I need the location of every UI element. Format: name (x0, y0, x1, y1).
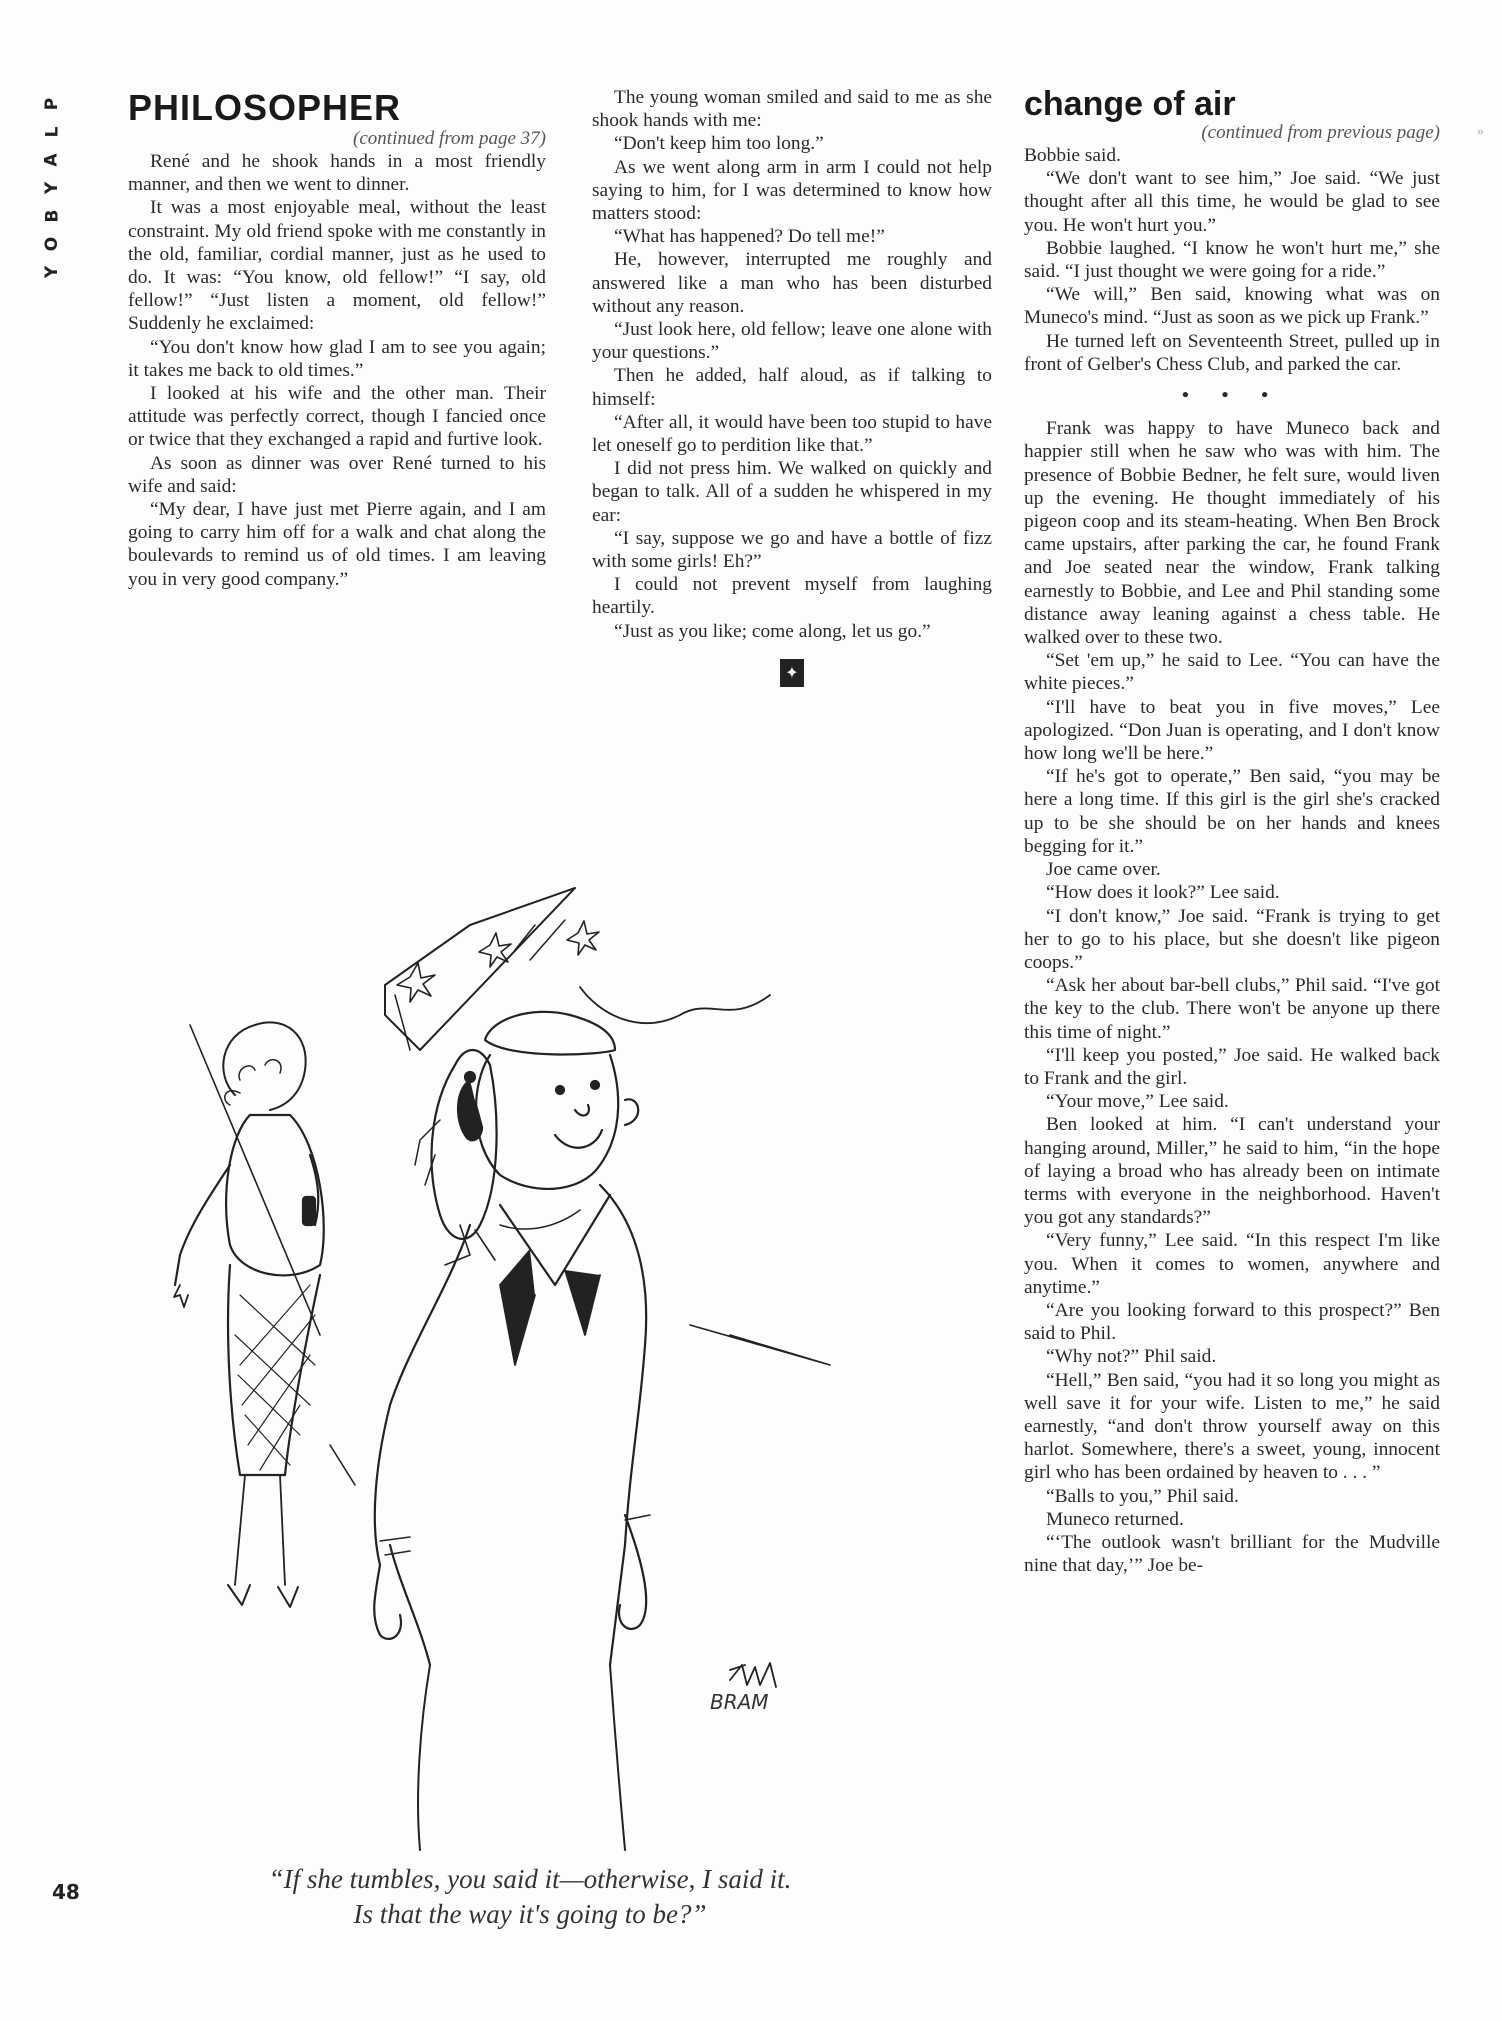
philosopher-paragraph: “Just as you like; come along, let us go.” (614, 620, 931, 642)
change-of-air-column (1024, 86, 1440, 1577)
change-of-air-paragraph: Bobbie laughed. “I know he won't hurt me,” she said. “I just thought we were going for a ride.” (1024, 237, 1440, 283)
change-of-air-paragraph: “Set 'em up,” he said to Lee. “You can have the white pieces.” (1024, 650, 1440, 695)
change-of-air-paragraph: “Why not?” Phil said. (1046, 1346, 1217, 1368)
change-of-air-paragraph: “Ask her about bar-bell clubs,” Phil said. “I've got the key to the club. There won't be anyone up there this time of night.” (1024, 975, 1440, 1043)
change-of-air-paragraph: “How does it look?” Lee said. (1046, 882, 1280, 904)
section-separator: • • • (1181, 385, 1283, 407)
cartoon-caption (150, 1862, 910, 1932)
change-of-air-paragraph: “Very funny,” Lee said. “In this respect I'm like you. When it comes to women, anywhere and anytime.” (1024, 1230, 1440, 1298)
magazine-title-letter: A (41, 153, 62, 167)
magazine-title-letter: L (42, 126, 62, 138)
philosopher-paragraph: René and he shook hands in a most friendly manner, and then we went to dinner. (128, 151, 546, 196)
change-of-air-heading: change of air (1024, 85, 1236, 123)
change-of-air-paragraph: “I'll have to beat you in five moves,” Lee apologized. “Don Juan is operating, and I don't know how long we'll be here.” (1024, 696, 1440, 765)
magazine-title-letter: Y (42, 265, 62, 279)
change-of-air-paragraph: “I'll keep you posted,” Joe said. He walked back to Frank and the girl. (1024, 1044, 1440, 1089)
page-number: 48 (52, 1880, 80, 1904)
philosopher-paragraph: “Don't keep him too long.” (614, 133, 824, 155)
cartoonist-signature: BRAM (710, 1690, 769, 1714)
philosopher-continued-note: (continued from page 37) (353, 128, 546, 149)
change-of-air-continued-note: (continued from previous page) (1201, 122, 1440, 143)
magazine-title-letter: O (41, 236, 62, 252)
philosopher-paragraph: Then he added, half aloud, as if talking to himself: (592, 365, 992, 410)
philosopher-column-1 (128, 88, 546, 591)
caption-line-1: “If she tumbles, you said it—otherwise, I said it. (268, 1864, 792, 1894)
change-of-air-paragraph: Frank was happy to have Muneco back and happier still when he saw who was with him. The presence of Bobbie Bedner, he felt sure, would liven up the evening. He thought immediately of his pigeon coop and its steam-heating. When Ben Brock came upstairs, after parking the car, he found Frank and Joe seated near the window, Frank talking earnestly to Bobbie, and Lee and Phil standing some distance away leaning against a chess table. He walked over to these two. (1024, 418, 1440, 649)
playboy-bunny-end-icon: ✦ (780, 659, 804, 687)
change-of-air-paragraph: “Balls to you,” Phil said. (1046, 1485, 1239, 1507)
philosopher-paragraph: As we went along arm in arm I could not help saying to him, for I was determined to know how matters stood: (592, 156, 992, 225)
change-of-air-paragraph: “We will,” Ben said, knowing what was on Muneco's mind. “Just as soon as we pick up Frank.” (1024, 284, 1440, 329)
change-of-air-paragraph: “If he's got to operate,” Ben said, “you may be here a long time. If this girl is the girl she's cracked up to be she should be on her hands and knees begging for it.” (1024, 766, 1440, 857)
philosopher-column-2 (592, 86, 992, 687)
magazine-title-letter: Y (42, 181, 62, 195)
change-of-air-paragraph: “Are you looking forward to this prospect?” Ben said to Phil. (1024, 1299, 1440, 1345)
philosopher-paragraph: “You don't know how glad I am to see you again; it takes me back to old times.” (128, 336, 546, 381)
philosopher-paragraph: I could not prevent myself from laughing heartily. (592, 574, 992, 619)
change-of-air-paragraph: “Hell,” Ben said, “you had it so long you might as well save it for your wife. Listen to me,” he said earnestly, “and don't throw yourself away on this harlot. Somewhere, there's a sweet, young, innocent girl who has been ordained by heaven to . . . ” (1024, 1369, 1440, 1484)
philosopher-paragraph: “After all, it would have been too stupid to have let oneself go to perdition like that.” (592, 411, 992, 457)
magazine-title-letter: B (42, 209, 62, 223)
change-of-air-paragraph: Muneco returned. (1046, 1508, 1184, 1530)
change-of-air-paragraph: He turned left on Seventeenth Street, pulled up in front of Gelber's Chess Club, and parked the car. (1024, 330, 1440, 375)
philosopher-paragraph: It was a most enjoyable meal, without the least constraint. My old friend spoke with me constantly in the old, familiar, cordial manner, just as he used to do. It was: “You know, old fellow!” “I say, old fellow!” “Just listen a moment, old fellow!” Suddenly he exclaimed: (128, 197, 546, 335)
change-of-air-paragraph: “Your move,” Lee said. (1046, 1091, 1229, 1113)
philosopher-paragraph: I did not press him. We walked on quickly and began to talk. All of a sudden he whispered in my ear: (592, 458, 992, 526)
philosopher-paragraph: As soon as dinner was over René turned to his wife and said: (128, 452, 546, 497)
continue-arrow-icon: » (1477, 124, 1484, 139)
change-of-air-paragraph: Ben looked at him. “I can't understand your hanging around, Miller,” he said to him, “in the hope of laying a broad who has already been on intimate terms with everyone in the neighborhood. Haven't you got any standards?” (1024, 1114, 1440, 1229)
change-of-air-paragraph: Joe came over. (1046, 859, 1161, 881)
magazine-title-vertical (34, 90, 70, 286)
philosopher-col1-body (128, 150, 546, 591)
caption-line-2: Is that the way it's going to be?” (353, 1899, 707, 1929)
philosopher-col2-body (592, 86, 992, 643)
philosopher-paragraph: “My dear, I have just met Pierre again, and I am going to carry him off for a walk and chat along the boulevards to remind us of old times. I am leaving you in very good company.” (128, 499, 546, 590)
magazine-title-letter: P (42, 97, 62, 111)
philosopher-paragraph: He, however, interrupted me roughly and answered like a man who has been disturbed without any reason. (592, 249, 992, 317)
philosopher-paragraph: “I say, suppose we go and have a bottle of fizz with some girls! Eh?” (592, 527, 992, 573)
philosopher-paragraph: The young woman smiled and said to me as she shook hands with me: (592, 87, 992, 132)
change-of-air-paragraph: “I don't know,” Joe said. “Frank is trying to get her to go to his place, but she doesn't like pigeon coops.” (1024, 905, 1440, 973)
change-of-air-part1 (1024, 144, 1440, 376)
philosopher-heading: PHILOSOPHER (128, 87, 402, 128)
philosopher-paragraph: I looked at his wife and the other man. Their attitude was perfectly correct, though I fancied once or twice that they exchanged a rapid and furtive look. (128, 383, 546, 451)
philosopher-paragraph: “Just look here, old fellow; leave one alone with your questions.” (592, 319, 992, 364)
change-of-air-paragraph: “‘The outlook wasn't brilliant for the Mudville nine that day,’” Joe be- (1024, 1531, 1440, 1577)
change-of-air-paragraph: Bobbie said. (1024, 145, 1121, 166)
change-of-air-part2 (1024, 417, 1440, 1577)
philosopher-paragraph: “What has happened? Do tell me!” (614, 226, 885, 248)
change-of-air-paragraph: “We don't want to see him,” Joe said. “We just thought after all this time, he would be glad to see you. He won't hurt you.” (1024, 168, 1440, 236)
